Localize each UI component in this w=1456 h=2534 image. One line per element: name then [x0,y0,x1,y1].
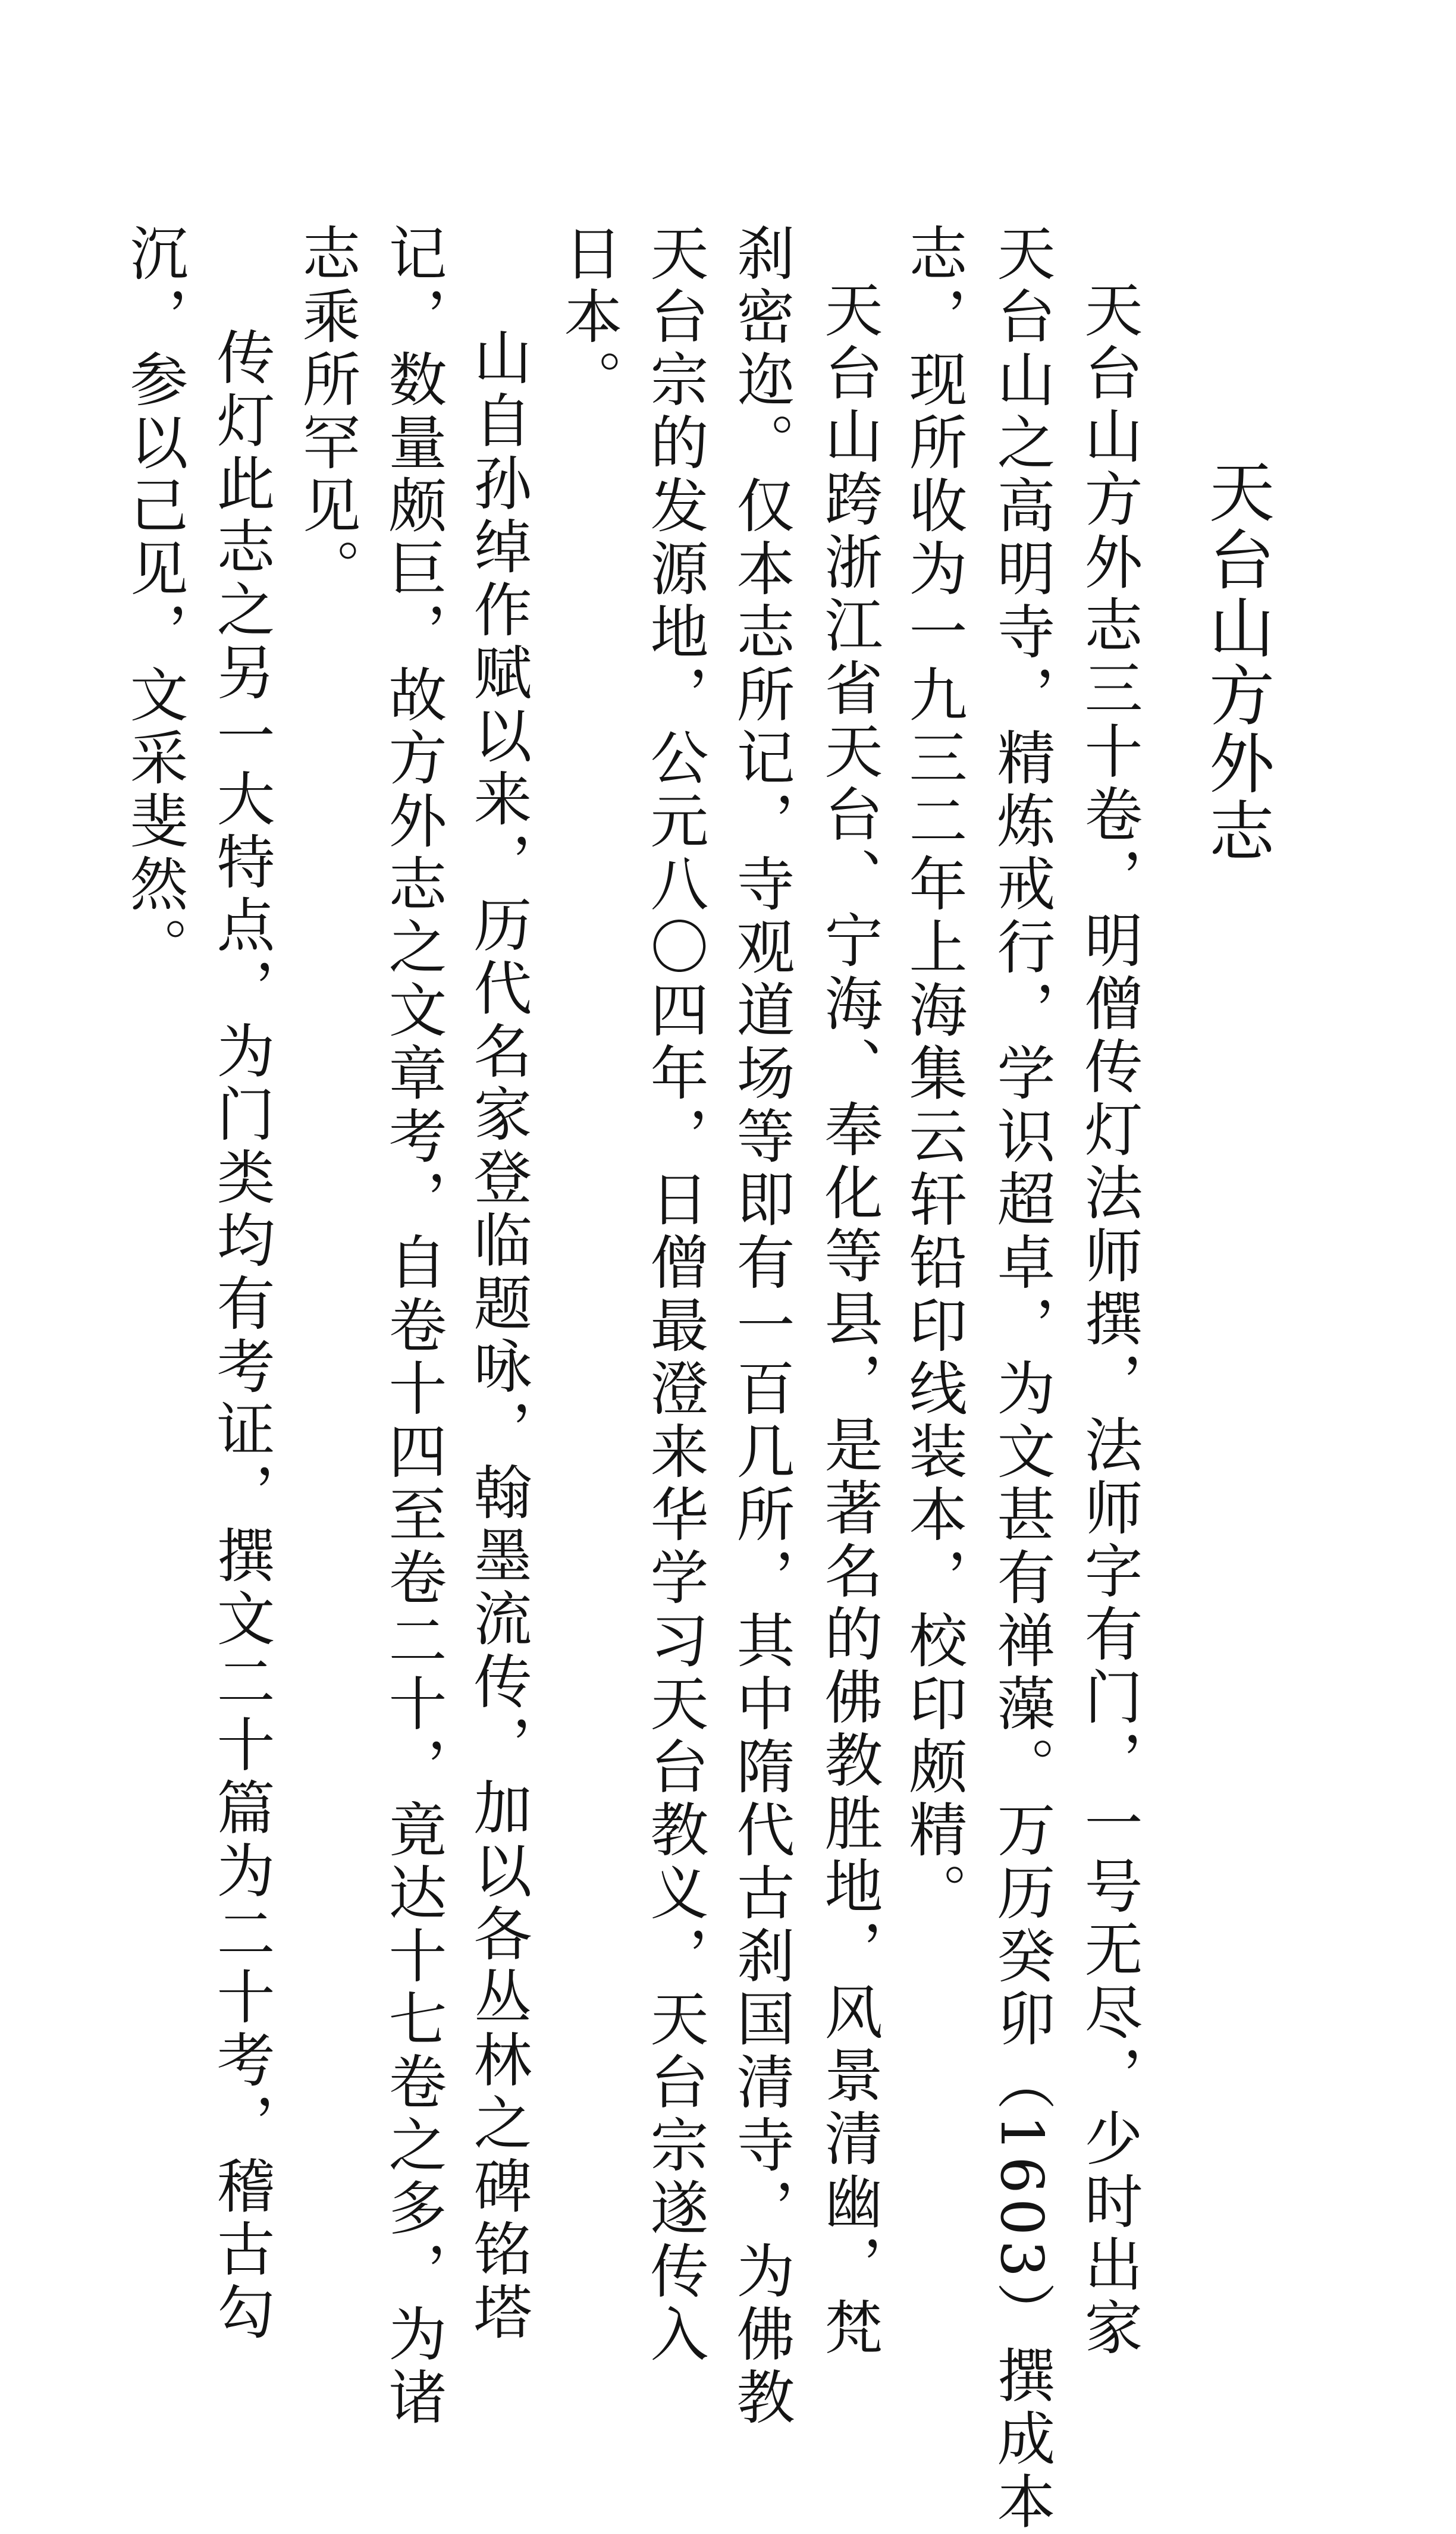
text-column-9: 记，数量颇巨，故方外志之文章考，自卷十四至卷二十，竟达十七卷之多，为诸 [379,223,447,2430]
text-column-1: 天台山方外志三十卷，明僧传灯法师撰，法师字有门，一号无尽，少时出家 [1075,280,1143,2360]
text-column-10: 志乘所罕见。 [293,223,360,601]
text-column-11: 传灯此志之另一大特点，为门类均有考证，撰文二十篇为二十考，稽古勾 [207,327,275,2345]
text-column-2: 天台山之高明寺，精炼戒行，学识超卓，为文甚有禅藻。万历癸卯（1603）撰成本 [987,223,1055,2534]
text-column-4: 天台山跨浙江省天台、宁海、奉化等县，是著名的佛教胜地，风景清幽，梵 [815,280,883,2360]
text-column-7: 日本。 [554,223,622,412]
text-column-3: 志，现所收为一九三二年上海集云轩铅印线装本，校印颇精。 [899,223,967,1925]
text-column-6: 天台宗的发源地，公元八〇四年，日僧最澄来华学习天台教义，天台宗遂传入 [641,223,708,2367]
text-column-8: 山自孙绰作赋以来，历代名家登临题咏，翰墨流传，加以各丛林之碑铭塔 [464,327,532,2345]
page-title: 天台山方外志 [1198,458,1275,865]
text-column-5: 刹密迩。仅本志所记，寺观道场等即有一百几所，其中隋代古刹国清寺，为佛教 [727,223,795,2430]
text-column-12: 沉，参以己见，文采斐然。 [120,223,188,980]
